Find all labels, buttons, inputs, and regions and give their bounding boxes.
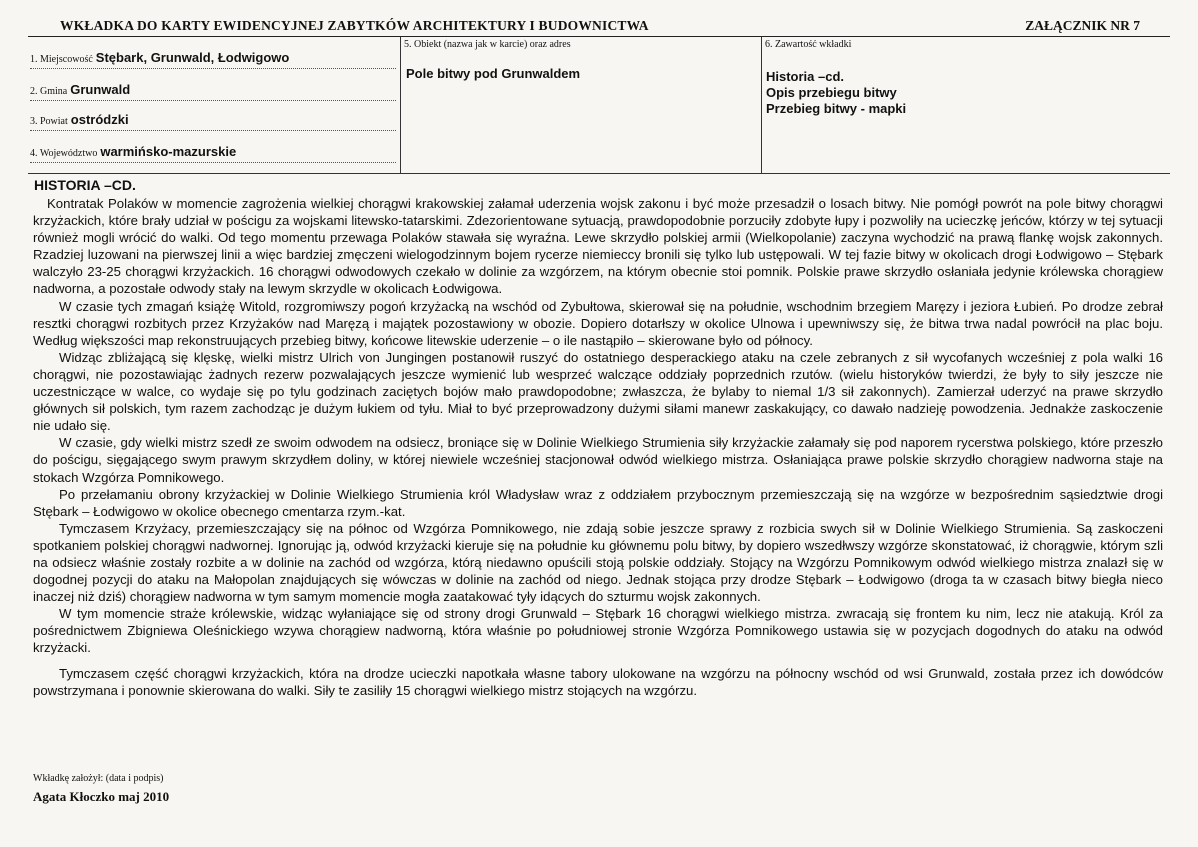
column-divider [400, 37, 401, 174]
document-title: WKŁADKA DO KARTY EWIDENCYJNEJ ZABYTKÓW ARCHITEKTURY I BUDOWNICTWA [60, 18, 649, 33]
field-locality [30, 50, 396, 69]
field-label: 3. Powiat [30, 116, 68, 127]
field-label: 1. Miejscowość [30, 54, 93, 65]
field-value: Grunwald [70, 82, 131, 97]
paragraph: Po przełamaniu obrony krzyżackiej w Dolinie Wielkiego Strumienia król Władysław wraz z oddziałem przybocznym przemieszczają się na wzgórze w bezpośrednim sąsiedztwie drogi Stębark – Łodwigowo w okolice obecnego cmentarza rzym.-kat. [33, 486, 1163, 519]
contents-item: Przebieg bitwy - mapki [766, 101, 907, 116]
contents-list [766, 69, 906, 117]
paragraph: W tym momencie straże królewskie, widząc wyłaniające się od strony drogi Grunwald – Stębark 16 chorągwi wielkiego mistrza. zwracają się frontem ku nim, lecz nie atakują. Król za pośrednictwem Zbigniewa Oleśnickiego wzywa chorągiew nadworną, która właśnie po południowej stronie Wzgórza Pomnikowego ustawia się w pozycjach dogodnych do ataku na odwód krzyżacki. [33, 606, 1163, 656]
paragraph: Tymczasem część chorągwi krzyżackich, która na drodze ucieczki napotkała własne tabory ulokowane na wzgórzu na północny wschód od wsi Grunwald, została przez ich dowódców powstrzymana i ponownie skierowana do walki. Siły te zasiliły 15 chorągwi wielkiego mistrz stojących na wzgórzu. [33, 665, 1163, 698]
history-text [33, 195, 1163, 699]
field-label: 4. Województwo [30, 148, 98, 159]
paragraph: W czasie tych zmagań książę Witold, rozgromiwszy pogoń krzyżacką na wschód od Zybułtowa, skierował się na południe, wschodnim brzegiem Maręzy i jeziora Łubień. Po drodze zebrał resztki chorągwi rozbitych przez Krzyżaków nad Maręzą i majątek pozostawiony w obozie. Dopiero dotarłszy w okolice Ulnowa i upewniwszy się, że bitwa trwa nadal powrócił na plac boju. Według większości map rekonstruujących przebieg bitwy, końcowe litewskie uderzenie – o ile nastąpiło – skierowane było od północy. [33, 298, 1163, 348]
footer-author: Agata Kłoczko maj 2010 [33, 789, 170, 804]
section-title: HISTORIA –CD. [34, 177, 136, 193]
field-county [30, 112, 396, 131]
header-divider [28, 36, 1170, 37]
paragraph: Kontratak Polaków w momencie zagrożenia wielkiej chorągwi krakowskiej załamał uderzenia wojsk zakonu i być może przesadził o losach bitwy. Nie pomógł powrót na pole bitwy chorągwi krzyżackich, które brały udział w pościgu za wojskami litewsko-tatarskimi. Zdezorientowane sytuacją, prawdopodobnie porzuciły zdobyte łupy i pozwoliły na ucieczkę jeńców, którzy w tej sytuacji również mogli wrócić do walki. Od tego momentu przewaga Polaków stawała się wyraźna. Lewe skrzydło polskiej armii (Wielkopolanie) zaczyna wychodzić na prawą flankę wojsk zakonnych. Rzadziej luzowani na pierwszej linii a więc bardziej zmęczeni wielogodzinnym bojem rycerze niemieccy bronili się tylko lub ustępowali. W tej fazie bitwy w okolicach drogi Łodwigowo – Stębark walczyło 23-25 chorągwi krzyżackich. 16 chorągwi odwodowych czekało w dolinie za wzgórzem, na którym obecnie stoi pomnik. Polskie prawe skrzydło osłaniała jedynie królewska chorągiew nadworna, a pozostałe odwody stały na lewym skrzydle w okolicach Łodwigowa. [33, 196, 1163, 297]
object-value: Pole bitwy pod Grunwaldem [406, 66, 581, 81]
contents-item: Opis przebiegu bitwy [766, 85, 897, 100]
attachment-number: ZAŁĄCZNIK NR 7 [1025, 18, 1140, 33]
paragraph: Widząc zbliżającą się klęskę, wielki mistrz Ulrich von Jungingen postanowił ruszyć do ostatniego desperackiego ataku na czele zebranych z sił wycofanych wcześniej z pola walki 16 chorągwi, nie pozostawiając żadnych rezerw pozwalających jeszcze wymienić lub wesprzeć walczące oddziały poprzednich rzutów. (wielu historyków twierdzi, że były to siły jeszcze nie uczestniczące w walce, co wydaje się po tylu godzinach zaciętych bojów mało prawdopodobne; zwłaszcza, że bylaby to niemal 1/3 sił zakonnych). Zamierzał uderzyć na prawe skrzydło głównych sił polskich, tym razem zachodząc je dużym łukiem od tyłu. Miał to być przeprowadzony dużymi siłami manewr zaskakujący, co dawało nadzieję powodzenia. Jednakże zaskoczenie nie udało się. [33, 349, 1163, 434]
contents-item: Historia –cd. [766, 69, 845, 84]
field-value: Stębark, Grunwald, Łodwigowo [95, 50, 290, 65]
field-commune [30, 82, 396, 101]
column-divider [761, 37, 762, 174]
paragraph: Tymczasem Krzyżacy, przemieszczający się na północ od Wzgórza Pomnikowego, nie zdają sobie jeszcze sprawy z rozbicia swych sił w Dolinie Wielkiego Strumienia. Są zaskoczeni spotkaniem polskiej chorągwi nadwornej. Ignorując ją, odwód krzyżacki kieruje się na południe ku głównemu polu bitwy, by dopiero wszedłwszy wzgórze skonstatować, iż chorągwie, którym szli na odsiecz właśnie zostały rozbite a w dolinie na zachód od wzgórza, którą niedawno opuścili stoją polskie oddziały. Stojący na Wzgórzu Pomnikowym odwód wielkiego mistrza znalazł się w dogodnej pozycji do ataku na Małopolan znajdujących się wówczas w dolinie na zachód od niego. Jednak stojąca przy drodze Stębark – Łodwigowo (droga ta w czasach bitwy biegła nieco inaczej niż dziś) chorągiew nadworna w tym samym momencie mogła zaatakować tyły idących do szturmu wojsk zakonnych. [33, 520, 1163, 605]
object-label: 5. Obiekt (nazwa jak w karcie) oraz adres [404, 39, 571, 50]
footer-label: Wkładkę założył: (data i podpis) [33, 773, 164, 784]
field-value: ostródzki [70, 112, 129, 127]
contents-label: 6. Zawartość wkładki [765, 39, 852, 50]
field-voivodeship [30, 144, 396, 163]
field-label: 2. Gmina [30, 86, 68, 97]
paragraph: W czasie, gdy wielki mistrz szedł ze swoim odwodem na odsiecz, broniące się w Dolinie Wielkiego Strumienia siły krzyżackie załamały się pod naporem rycerstwa polskiego, które przeszło do pościgu, sięgającego swym prawym skrzydłem doliny, w której niewiele wcześniej stacjonował odwód wielkiego mistrza. Osłaniająca prawe polskie skrzydło chorągiew nadworna staje na stokach Wzgórza Pomnikowego. [33, 435, 1163, 485]
field-value: warmińsko-mazurskie [100, 144, 237, 159]
section-divider [28, 173, 1170, 174]
